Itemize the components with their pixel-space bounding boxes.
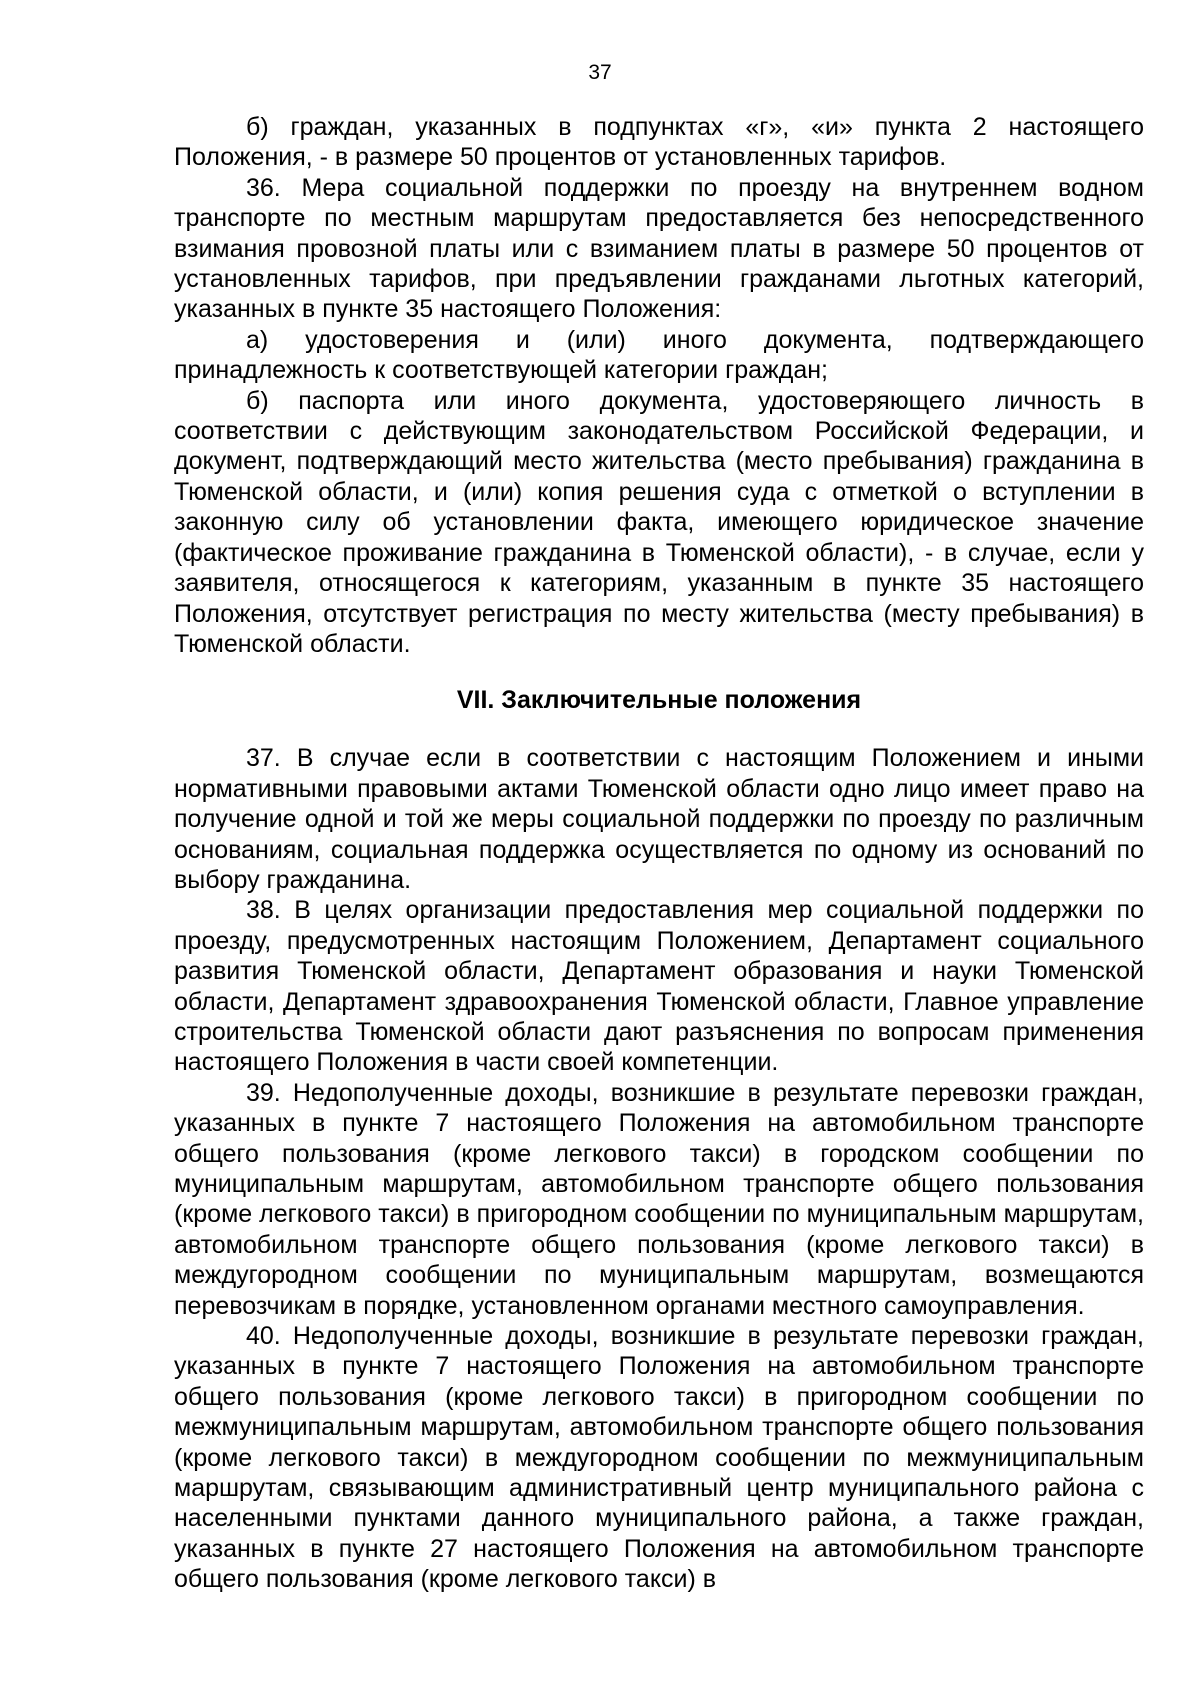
paragraph-39: 39. Недополученные доходы, возникшие в результате перевозки граждан, указанных в пункте 7 настоящего Положения на автомобильном транспорте общего пользования (кроме легкового такси) в городском сообщении по муниципальным маршрутам, автомобильном транспорте общего пользования (кроме легкового такси) в пригородном сообщении по муниципальным маршрутам, автомобильном транспорте общего пользования (кроме легкового такси) в междугородном сообщении по муниципальным маршрутам, возмещаются перевозчикам в порядке, установленном органами местного самоуправления. (174, 1078, 1144, 1320)
paragraph-35b: б) граждан, указанных в подпунктах «г», «и» пункта 2 настоящего Положения, - в размере 50 процентов от установленных тарифов. (174, 113, 1144, 172)
paragraph-40: 40. Недополученные доходы, возникшие в результате перевозки граждан, указанных в пункте 7 настоящего Положения на автомобильном транспорте общего пользования (кроме легкового такси) в пригородном сообщении по межмуниципальным маршрутам, автомобильном транспорте общего пользования (кроме легкового такси) в междугородном сообщении по межмуниципальным маршрутам, связывающим административный центр муниципального района с населенными пунктами данного муниципального района, а также граждан, указанных в пункте 27 настоящего Положения на автомобильном транспорте общего пользования (кроме легкового такси) в (174, 1322, 1144, 1594)
paragraph-36: 36. Мера социальной поддержки по проезду на внутреннем водном транспорте по местным маршрутам предоставляется без непосредственного взимания провозной платы или с взиманием платы в размере 50 процентов от установленных тарифов, при предъявлении гражданами льготных категорий, указанных в пункте 35 настоящего Положения: (174, 173, 1144, 324)
section-heading: VII. Заключительные положения (456, 686, 862, 715)
paragraph-36b: б) паспорта или иного документа, удостоверяющего личность в соответствии с действующим законодательством Российской Федерации, и документ, подтверждающий место жительства (место пребывания) гражданина в Тюменской области, и (или) копия решения суда с отметкой о вступлении в законную силу об установлении факта, имеющего юридическое значение (фактическое проживание гражданина в Тюменской области), - в случае, если у заявителя, относящегося к категориям, указанным в пункте 35 настоящего Положения, отсутствует регистрация по месту жительства (месту пребывания) в Тюменской области. (174, 386, 1144, 658)
page-number: 37 (588, 61, 612, 84)
paragraph-38: 38. В целях организации предоставления мер социальной поддержки по проезду, предусмотренных настоящим Положением, Департамент социального развития Тюменской области, Департамент образования и науки Тюменской области, Департамент здравоохранения Тюменской области, Главное управление строительства Тюменской области дают разъяснения по вопросам применения настоящего Положения в части своей компетенции. (174, 896, 1144, 1077)
paragraph-36a: а) удостоверения и (или) иного документа, подтверждающего принадлежность к соответствующей категории граждан; (174, 325, 1144, 385)
paragraph-37: 37. В случае если в соответствии с настоящим Положением и иными нормативными правовыми актами Тюменской области одно лицо имеет право на получение одной и той же меры социальной поддержки по проезду по различным основаниям, социальная поддержка осуществляется по одному из оснований по выбору гражданина. (174, 744, 1144, 894)
document-body (174, 112, 1144, 1595)
